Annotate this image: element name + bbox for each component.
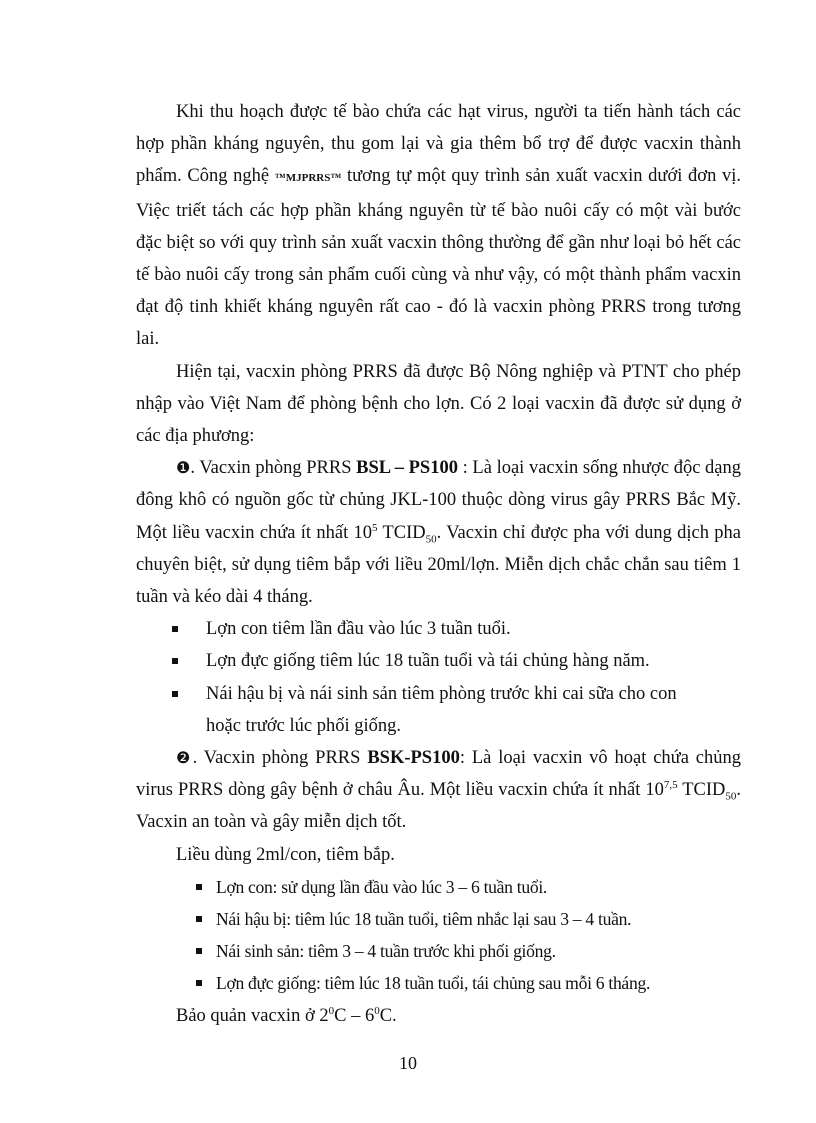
number-one-icon: ❶ [176,458,191,478]
vaccine2-description [136,742,741,839]
list-item [166,613,741,645]
page-number: 10 [399,1053,417,1073]
technology-brand: ™MJPRRS™ [274,172,342,185]
bullet-square-icon [196,884,202,890]
vaccine2-text: . Vacxin an toàn và gây miễn dịch tốt. [136,780,742,833]
storage-text: C. [379,1005,397,1026]
bullet-square-icon [172,658,178,664]
list-item-text: Lợn đực giống: tiêm lúc 18 tuần tuổi, tái chủng sau mỗi 6 tháng. [216,973,651,994]
storage-note [136,1000,741,1032]
list-item-text: Lợn con tiêm lần đầu vào lúc 3 tuần tuổi. [206,619,511,640]
paragraph-harvest [136,96,741,356]
bullet-square-icon [196,948,202,954]
storage-text: C – 6 [334,1005,375,1026]
degree-superscript: 0 [374,1004,380,1017]
list-item-continuation: hoặc trước lúc phối giống. [206,715,401,736]
vaccine1-exponent: 5 [372,521,378,534]
vaccine1-subscript: 50 [425,533,437,546]
vaccine2-lead: . Vacxin phòng PRRS [192,748,368,769]
vaccine2-bullet-list [194,871,741,1000]
document-page [136,96,741,1032]
vaccine1-text: . Vacxin chỉ được pha với dung dịch pha chuyên biệt, sử dụng tiêm bắp với liều 20ml/lợn. Miễn dịch chắc chắn sau tiêm 1 tuần và kéo dài 4 tháng. [136,522,741,608]
vaccine2-text: TCID [677,780,726,801]
vaccine1-text: TCID [377,522,426,543]
vaccine1-text: : Là loại vacxin sống nhược độc dạng đông khô có nguồn gốc từ chủng JKL-100 thuộc dòng virus gây PRRS Bắc Mỹ. Một liều vacxin chứa ít nhất 10 [136,458,742,543]
list-item [194,871,741,903]
list-item [194,903,741,935]
vaccine2-dosage: Liều dùng 2ml/con, tiêm bắp. [176,844,395,865]
bullet-square-icon [172,626,178,632]
vaccine2-exponent: 7,5 [663,779,678,792]
vaccine1-bullet-list [166,613,741,742]
vaccine1-lead: . Vacxin phòng PRRS [190,458,357,479]
list-item [166,678,741,742]
storage-text: Bảo quản vacxin ở 2 [176,1005,329,1026]
paragraph-text: Khi thu hoạch được tế bào chứa các hạt virus, người ta tiến hành tách các hợp phần kháng nguyên, thu gom lại và gia thêm bổ trợ để được vacxin thành phẩm. Công nghệ [136,102,741,187]
number-two-icon: ❷ [176,748,193,768]
list-item [166,645,741,677]
list-item-text: Lợn đực giống tiêm lúc 18 tuần tuổi và tái chủng hàng năm. [206,651,650,672]
list-item-text: Nái hậu bị và nái sinh sản tiêm phòng trước khi cai sữa cho con [206,683,677,704]
vaccine2-subscript: 50 [725,790,737,803]
vaccine1-name: BSL – PS100 [356,458,458,479]
paragraph-text: tương tự một quy trình sản xuất vacxin dưới đơn vị. Việc triết tách các hợp phần kháng nguyên từ tế bào nuôi cấy có một vài bước đặc biệt so với quy trình sản xuất vacxin thông thường để gần như loại bỏ hết các tế bào nuôi cấy trong sản phẩm cuối cùng và như vậy, có một thành phẩm vacxin đạt độ tinh khiết kháng nguyên rất cao - đó là vacxin phòng PRRS trong tương lai. [136,166,741,350]
paragraph-current-vaccines: Hiện tại, vacxin phòng PRRS đã được Bộ Nông nghiệp và PTNT cho phép nhập vào Việt Nam để phòng bệnh cho lợn. Có 2 loại vacxin đã được sử dụng ở các địa phương: [136,361,741,447]
list-item [194,967,741,999]
list-item [194,935,741,967]
bullet-square-icon [196,980,202,986]
degree-superscript: 0 [328,1004,335,1017]
list-item-text: Nái hậu bị: tiêm lúc 18 tuần tuổi, tiêm nhắc lại sau 3 – 4 tuần. [216,909,632,930]
vaccine2-name: BSK-PS100 [367,748,460,769]
list-item-text: Nái sinh sản: tiêm 3 – 4 tuần trước khi phối giống. [216,941,556,962]
bullet-square-icon [172,691,178,697]
bullet-square-icon [196,916,202,922]
vaccine1-description [136,452,741,613]
vaccine2-text: : Là loại vacxin vô hoạt chứa chủng virus PRRS dòng gây bệnh ở châu Âu. Một liều vacxin chứa ít nhất 10 [136,748,742,801]
list-item-text: Lợn con: sử dụng lần đầu vào lúc 3 – 6 tuần tuổi. [216,876,548,897]
